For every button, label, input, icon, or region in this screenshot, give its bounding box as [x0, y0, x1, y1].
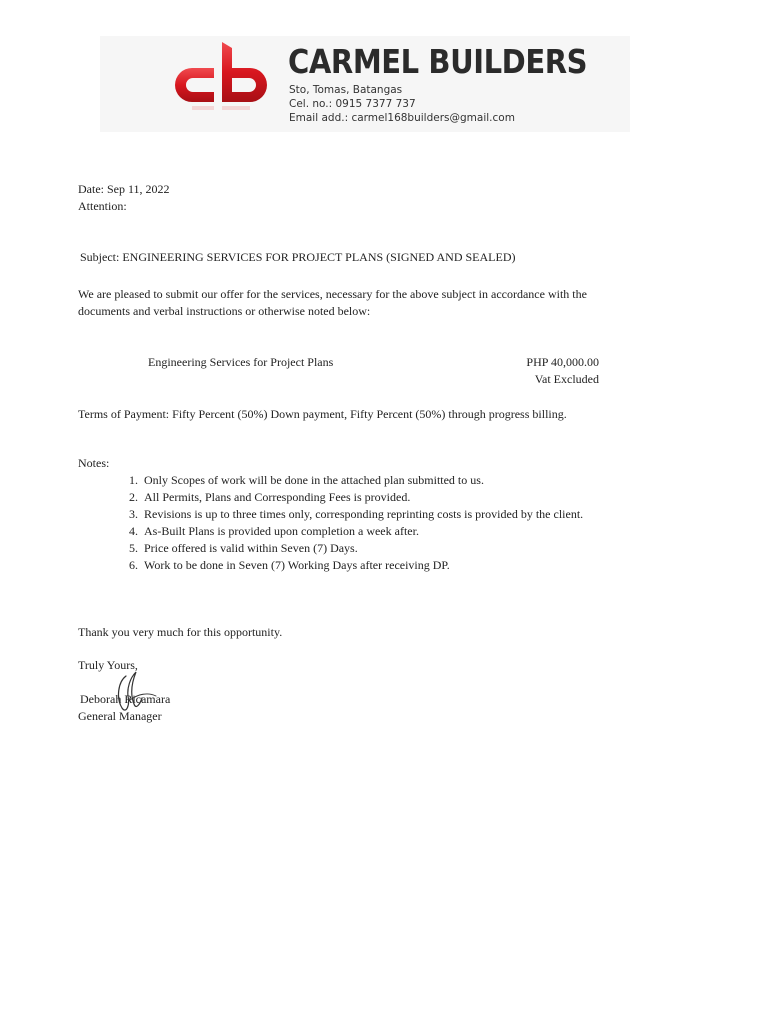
notes-label: Notes: [78, 456, 110, 470]
item-description: Engineering Services for Project Plans [148, 355, 334, 369]
intro-line-1: We are pleased to submit our offer for the services, necessary for the above subject in accordance with the [78, 287, 587, 301]
company-address: Sto, Tomas, Batangas [289, 84, 403, 96]
letter-date: Date: Sep 11, 2022 [78, 182, 170, 196]
company-name: CARMEL BUILDERS [288, 42, 588, 81]
intro-line-2: documents and verbal instructions or otherwise noted below: [78, 304, 371, 318]
item-vat: Vat Excluded [534, 372, 599, 386]
list-item: 6. Work to be done in Seven (7) Working Days after receiving DP. [129, 558, 450, 572]
company-logo-icon [168, 40, 276, 126]
letter-attention: Attention: [78, 199, 127, 213]
letterhead [100, 36, 630, 132]
company-cel: Cel. no.: 0915 7377 737 [289, 98, 416, 110]
letter-subject: Subject: ENGINEERING SERVICES FOR PROJECT PLANS (SIGNED AND SEALED) [80, 250, 516, 264]
item-price: PHP 40,000.00 [526, 355, 599, 369]
signature-icon [108, 664, 168, 724]
closing-line: Truly Yours, [78, 658, 138, 672]
thanks-line: Thank you very much for this opportunity. [78, 625, 283, 639]
company-email: Email add.: carmel168builders@gmail.com [289, 112, 515, 124]
list-item: 3. Revisions is up to three times only, corresponding reprinting costs is provided by the client. [129, 507, 584, 521]
list-item: 5. Price offered is valid within Seven (7) Days. [129, 541, 358, 555]
payment-terms: Terms of Payment: Fifty Percent (50%) Down payment, Fifty Percent (50%) through progress billing. [78, 407, 567, 421]
list-item: 1. Only Scopes of work will be done in the attached plan submitted to us. [129, 473, 484, 487]
list-item: 2. All Permits, Plans and Corresponding Fees is provided. [129, 490, 411, 504]
signatory-name: Deborah Ricamara [80, 692, 171, 706]
list-item: 4. As-Built Plans is provided upon completion a week after. [129, 524, 419, 538]
signatory-title: General Manager [78, 709, 162, 723]
notes-list [118, 472, 584, 574]
